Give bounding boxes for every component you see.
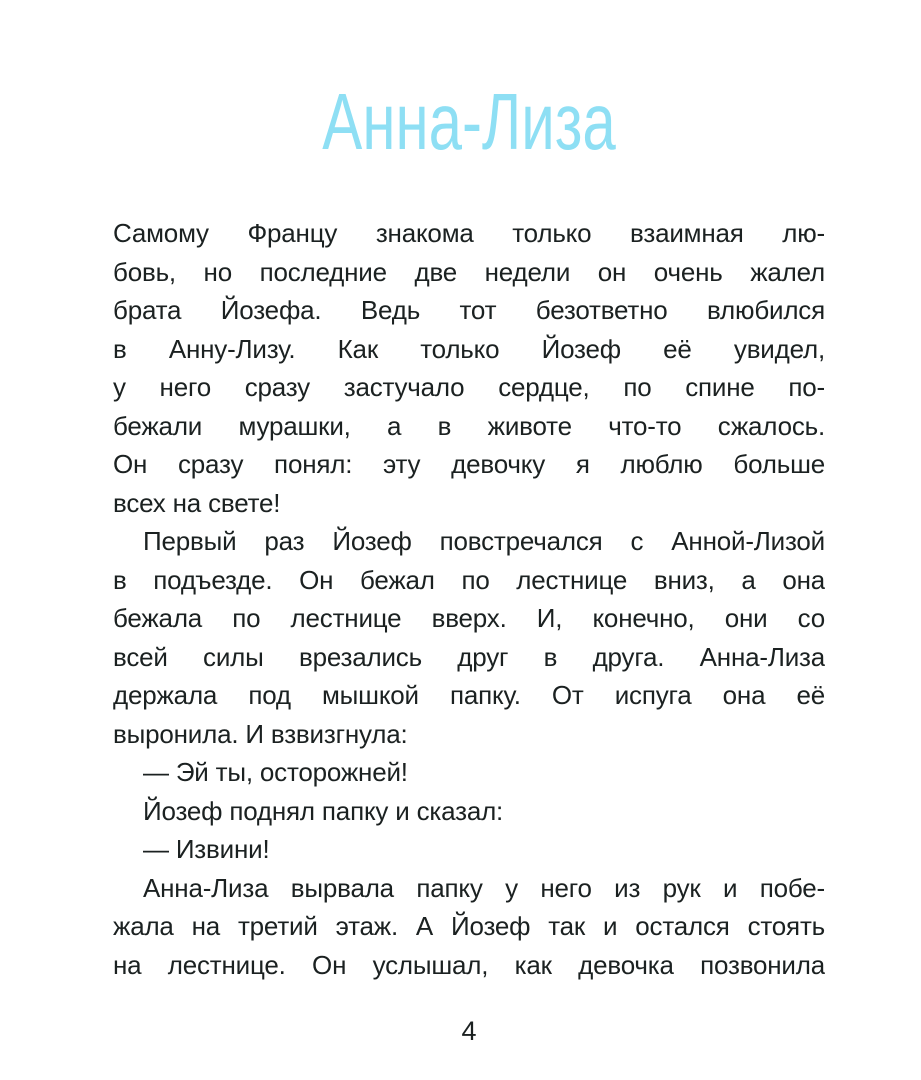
text-line: в Анну-Лизу. Как только Йозеф её увидел, bbox=[113, 333, 825, 364]
chapter-title: Анна-Лиза bbox=[322, 77, 616, 166]
text-line: бовь, но последние две недели он очень жалел bbox=[113, 256, 825, 287]
text-line: всей силы врезались друг в друга. Анна-Лиза bbox=[113, 641, 825, 672]
text-line: выронила. И взвизгнула: bbox=[113, 718, 408, 749]
text-line: Йозеф поднял папку и сказал: bbox=[143, 795, 504, 826]
text-column bbox=[113, 0, 825, 1047]
text-line: в подъезде. Он бежал по лестнице вниз, а она bbox=[113, 564, 825, 595]
text-line: у него сразу застучало сердце, по спине по- bbox=[113, 372, 825, 402]
dialog-line: — Эй ты, осторожней! bbox=[143, 757, 408, 787]
text-line: брата Йозефа. Ведь тот безответно влюбился bbox=[113, 295, 825, 325]
text-line: бежала по лестнице вверх. И, конечно, они со bbox=[113, 603, 825, 633]
text-line: жала на третий этаж. А Йозеф так и остался стоять bbox=[113, 911, 825, 941]
page-number: 4 bbox=[461, 1016, 477, 1046]
text-line: Он сразу понял: эту девочку я люблю больше bbox=[113, 449, 825, 479]
story-text bbox=[113, 214, 825, 984]
text-line: Самому Францу знакома только взаимная лю- bbox=[113, 218, 825, 248]
text-line: всех на свете! bbox=[113, 487, 281, 518]
text-line: Первый раз Йозеф повстречался с Анной-Лизой bbox=[143, 526, 825, 556]
text-line: Анна-Лиза вырвала папку у него из рук и побе- bbox=[143, 872, 825, 903]
text-line: на лестнице. Он услышал, как девочка позвонила bbox=[113, 949, 825, 980]
text-line: бежали мурашки, а в животе что-то сжалось. bbox=[113, 410, 825, 441]
text-line: держала под мышкой папку. От испуга она её bbox=[113, 680, 825, 710]
dialog-line: — Извини! bbox=[143, 834, 270, 864]
